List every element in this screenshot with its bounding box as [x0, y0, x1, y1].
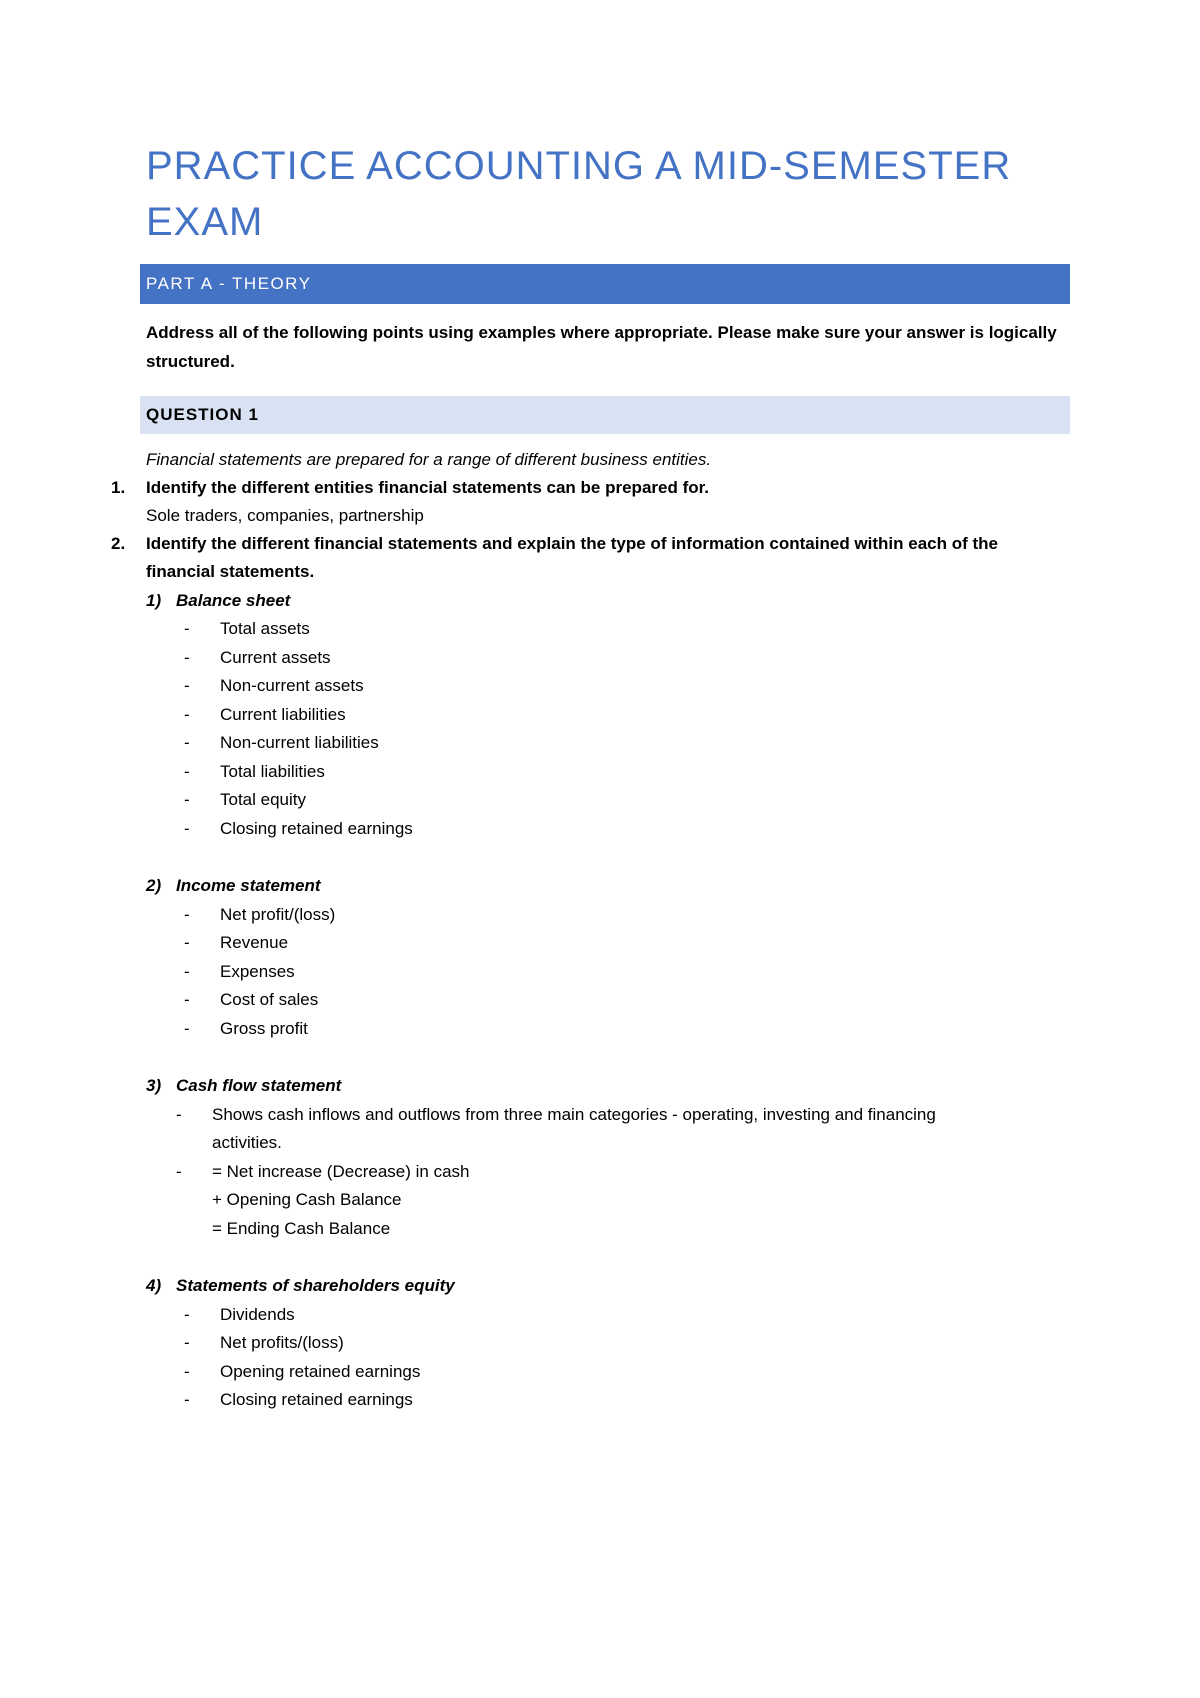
- list-item: Dividends: [220, 1305, 295, 1324]
- bullet-dash: -: [184, 733, 190, 752]
- statement-1-name: Balance sheet: [176, 591, 291, 610]
- statement-3-number: 3): [146, 1076, 162, 1095]
- bullet-dash: -: [184, 648, 190, 667]
- list-item: Net profit/(loss): [220, 905, 336, 924]
- bullet-dash: -: [184, 1390, 190, 1409]
- list-item: Non-current liabilities: [220, 733, 379, 752]
- item-2-text-line2: financial statements.: [146, 562, 315, 581]
- list-item: Net profits/(loss): [220, 1333, 344, 1352]
- list-item: Total liabilities: [220, 762, 325, 781]
- list-item: Current liabilities: [220, 705, 346, 724]
- list-item: Closing retained earnings: [220, 1390, 413, 1409]
- bullet-dash: -: [184, 933, 190, 952]
- bullet-dash: -: [184, 762, 190, 781]
- bullet-dash: -: [184, 705, 190, 724]
- list-item-continuation: = Ending Cash Balance: [212, 1219, 391, 1238]
- statement-2-name: Income statement: [176, 876, 321, 895]
- bullet-dash: -: [184, 619, 190, 638]
- bullet-dash: -: [184, 676, 190, 695]
- bullet-dash: -: [176, 1105, 182, 1124]
- question-lead-text: Financial statements are prepared for a range of different business entities.: [146, 450, 712, 469]
- bullet-dash: -: [176, 1162, 182, 1181]
- bullet-dash: -: [184, 990, 190, 1009]
- list-item: = Net increase (Decrease) in cash: [212, 1162, 470, 1181]
- bullet-dash: -: [184, 790, 190, 809]
- statement-4-number: 4): [146, 1276, 162, 1295]
- list-item-continuation: + Opening Cash Balance: [212, 1190, 402, 1209]
- list-item: Non-current assets: [220, 676, 364, 695]
- item-1-text: Identify the different entities financial statements can be prepared for.: [146, 478, 710, 497]
- list-item: Revenue: [220, 933, 289, 952]
- bullet-dash: -: [184, 819, 190, 838]
- item-1-number: 1.: [111, 478, 126, 497]
- list-item: Opening retained earnings: [220, 1362, 421, 1381]
- item-1-answer: Sole traders, companies, partnership: [146, 506, 424, 525]
- part-a-header: PART A - THEORY: [140, 264, 1070, 304]
- list-item: Gross profit: [220, 1019, 308, 1038]
- bullet-dash: -: [184, 962, 190, 981]
- bullet-dash: -: [184, 1305, 190, 1324]
- bullet-dash: -: [184, 1019, 190, 1038]
- bullet-dash: -: [184, 905, 190, 924]
- list-item: Shows cash inflows and outflows from three main categories - operating, investing and financing: [212, 1105, 936, 1124]
- list-item: Closing retained earnings: [220, 819, 413, 838]
- bullet-dash: -: [184, 1333, 190, 1352]
- document-title: PRACTICE ACCOUNTING A MID-SEMESTER EXAM: [146, 144, 1012, 244]
- statement-2-number: 2): [146, 876, 162, 895]
- list-item: Cost of sales: [220, 990, 319, 1009]
- list-item-continuation: activities.: [212, 1133, 282, 1152]
- list-item: Expenses: [220, 962, 295, 981]
- list-item: Total assets: [220, 619, 310, 638]
- statement-3-name: Cash flow statement: [176, 1076, 342, 1095]
- statement-1-number: 1): [146, 591, 162, 610]
- list-item: Total equity: [220, 790, 306, 809]
- item-2-text-line1: Identify the different financial statements and explain the type of information contained within each of the: [146, 534, 998, 553]
- instructions-text: Address all of the following points using examples where appropriate. Please make sure your answer is logically structured.: [146, 323, 1057, 371]
- bullet-dash: -: [184, 1362, 190, 1381]
- statement-4-name: Statements of shareholders equity: [176, 1276, 455, 1295]
- item-2-number: 2.: [111, 534, 126, 553]
- list-item: Current assets: [220, 648, 331, 667]
- question-1-header: QUESTION 1: [140, 396, 1070, 434]
